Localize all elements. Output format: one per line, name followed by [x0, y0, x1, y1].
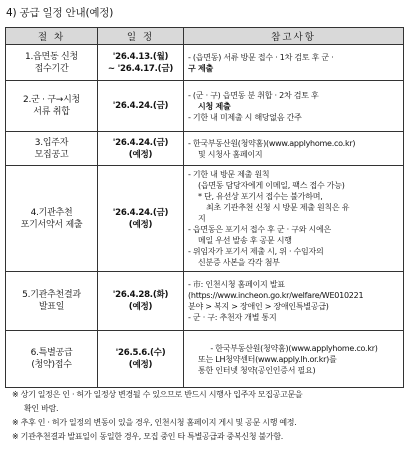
notes-line [188, 180, 400, 191]
date-line: ~ '26.4.17.(금) [107, 63, 174, 74]
notes-text: - (읍면동) 서류 방문 접수 · 1차 검토 후 군 · [188, 52, 334, 62]
date-line: '26.4.13.(월) [112, 51, 169, 62]
notes-text: - 기한 내 방문 제출 원칙 [188, 170, 270, 179]
header-notes: 참고사항 [184, 28, 404, 45]
date-cell [98, 331, 184, 388]
date-line: (예정) [128, 360, 153, 370]
notes-line [188, 169, 400, 180]
notes-text: 신분증 사본을 각각 첨부 [198, 258, 280, 267]
date-cell [98, 166, 184, 272]
step-line: (청약)접수 [31, 360, 72, 370]
step-cell [6, 81, 98, 132]
notes-line [188, 312, 400, 323]
notes-line [188, 279, 400, 290]
notes-text: - 기한 내 미제출 시 해당없음 간주 [188, 112, 302, 122]
notes-text: 및 시청사 홈페이지 [198, 149, 263, 159]
notes-text: 지 [198, 214, 206, 223]
notes-cell [184, 132, 404, 166]
notes-text: 분야 > 복지 > 장애인 > 장애인특별공급) [188, 302, 329, 311]
notes-text: 통한 인터넷 청약(공인인증서 필요) [198, 365, 316, 375]
notes-line [188, 90, 400, 101]
notes-line [188, 101, 400, 112]
notes-line [188, 224, 400, 235]
date-line: (예정) [128, 302, 153, 312]
notes-cell [184, 166, 404, 272]
notes-line [188, 149, 400, 160]
table-row [6, 45, 404, 81]
notes-cell [184, 272, 404, 331]
notes-cell [184, 45, 404, 81]
date-line: '26.4.24.(금) [112, 207, 169, 218]
header-step: 절 차 [6, 28, 98, 45]
date-line: (예정) [128, 149, 153, 160]
step-line: 2.군 · 구→시청 [23, 95, 80, 105]
date-line: '26.5.6.(수) [115, 348, 166, 358]
notes-line [188, 257, 400, 268]
notes-line [188, 365, 400, 376]
date-line: '26.4.28.(화) [112, 290, 169, 300]
step-line: 접수기간 [34, 63, 69, 74]
notes-line [188, 290, 400, 301]
notes-text: - 위임자가 포기서 제출 시, 위 · 수임자의 [188, 247, 324, 256]
step-line: 3.입주자 [34, 137, 69, 148]
header-date: 일 정 [98, 28, 184, 45]
notes-text: - 市: 인천시청 홈페이지 발표 [188, 280, 285, 289]
notes-text: 구 제출 [188, 63, 213, 73]
step-line: 발표일 [38, 302, 65, 312]
step-cell [6, 166, 98, 272]
step-cell [6, 45, 98, 81]
table-header-row [6, 28, 404, 45]
step-line: 1.읍면동 신청 [25, 51, 78, 62]
notes-text: (읍면동 담당자에게 이메일, 팩스 접수 가능) [198, 181, 345, 190]
notes-text: - 한국부동산원(청약홈)(www.applyhome.co.kr) [210, 343, 378, 353]
notes-text: 또는 LH청약센터(www.apply.lh.or.kr)를 [198, 354, 337, 364]
schedule-table [5, 27, 404, 388]
notes-line [188, 202, 400, 213]
step-line: 6.특별공급 [30, 348, 73, 358]
notes-line [188, 52, 400, 63]
table-row [6, 166, 404, 272]
notes-line [188, 246, 400, 257]
table-row [6, 132, 404, 166]
table-row [6, 331, 404, 388]
step-line: 4.기관추천 [30, 207, 73, 218]
date-cell [98, 272, 184, 331]
date-cell [98, 132, 184, 166]
notes-text: 최초 기관추천 신청 시 방문 제출 원칙은 유 [206, 203, 350, 212]
step-line: 5.기관추천결과 [22, 290, 81, 300]
step-line: 포기서약서 제출 [20, 219, 83, 230]
notes-line [188, 63, 400, 74]
footnote-line: ※ 추후 인 · 허가 일정의 변동이 있을 경우, 인천시청 홈페이지 게시 및 공문 시행 예정. [12, 418, 297, 427]
notes-text: 시청 제출 [198, 101, 231, 111]
notes-text: * 단, 유선상 포기서 접수는 불가하며, [198, 192, 323, 201]
notes-cell [184, 331, 404, 388]
notes-line [188, 343, 400, 354]
footnote-line: ※ 기관추천결과 발표일이 동일한 경우, 모집 중인 타 특별공급과 중복신청 불가함. [12, 432, 284, 441]
notes-text: 메일 우선 발송 후 공문 시행 [198, 236, 292, 245]
notes-text: - (군 · 구) 읍면동 분 취합 · 2차 검토 후 [188, 90, 319, 100]
step-cell [6, 272, 98, 331]
notes-line [188, 138, 400, 149]
notes-line [188, 301, 400, 312]
date-line: '26.4.24.(금) [112, 137, 169, 148]
notes-line [188, 235, 400, 246]
step-line: 모집공고 [34, 149, 69, 160]
section-heading: 4) 공급 일정 안내(예정) [6, 7, 114, 19]
notes-line [188, 191, 400, 202]
table-row [6, 81, 404, 132]
notes-text: - 읍면동은 포기서 접수 후 군 · 구와 시에은 [188, 225, 331, 234]
date-line: '26.4.24.(금) [112, 101, 169, 111]
footnotes [12, 388, 404, 444]
notes-line [188, 213, 400, 224]
step-cell [6, 132, 98, 166]
step-line: 서류 취합 [33, 107, 70, 117]
notes-text: (https://www.incheon.go.kr/welfare/WE010221 [188, 291, 364, 300]
notes-line [188, 354, 400, 365]
notes-line [188, 112, 400, 123]
table-row [6, 272, 404, 331]
footnote-line: ※ 상기 일정은 인 · 허가 일정상 변경될 수 있으므로 반드시 시행사 입주자 모집공고문을 [12, 390, 303, 399]
date-cell [98, 81, 184, 132]
step-cell [6, 331, 98, 388]
date-cell [98, 45, 184, 81]
date-line: (예정) [128, 219, 153, 230]
notes-cell [184, 81, 404, 132]
notes-text: - 한국부동산원(청약홈)(www.applyhome.co.kr) [188, 138, 356, 148]
footnote-line: 확인 바람. [24, 404, 59, 413]
notes-text: - 군 · 구: 추천자 개별 통지 [188, 313, 277, 322]
